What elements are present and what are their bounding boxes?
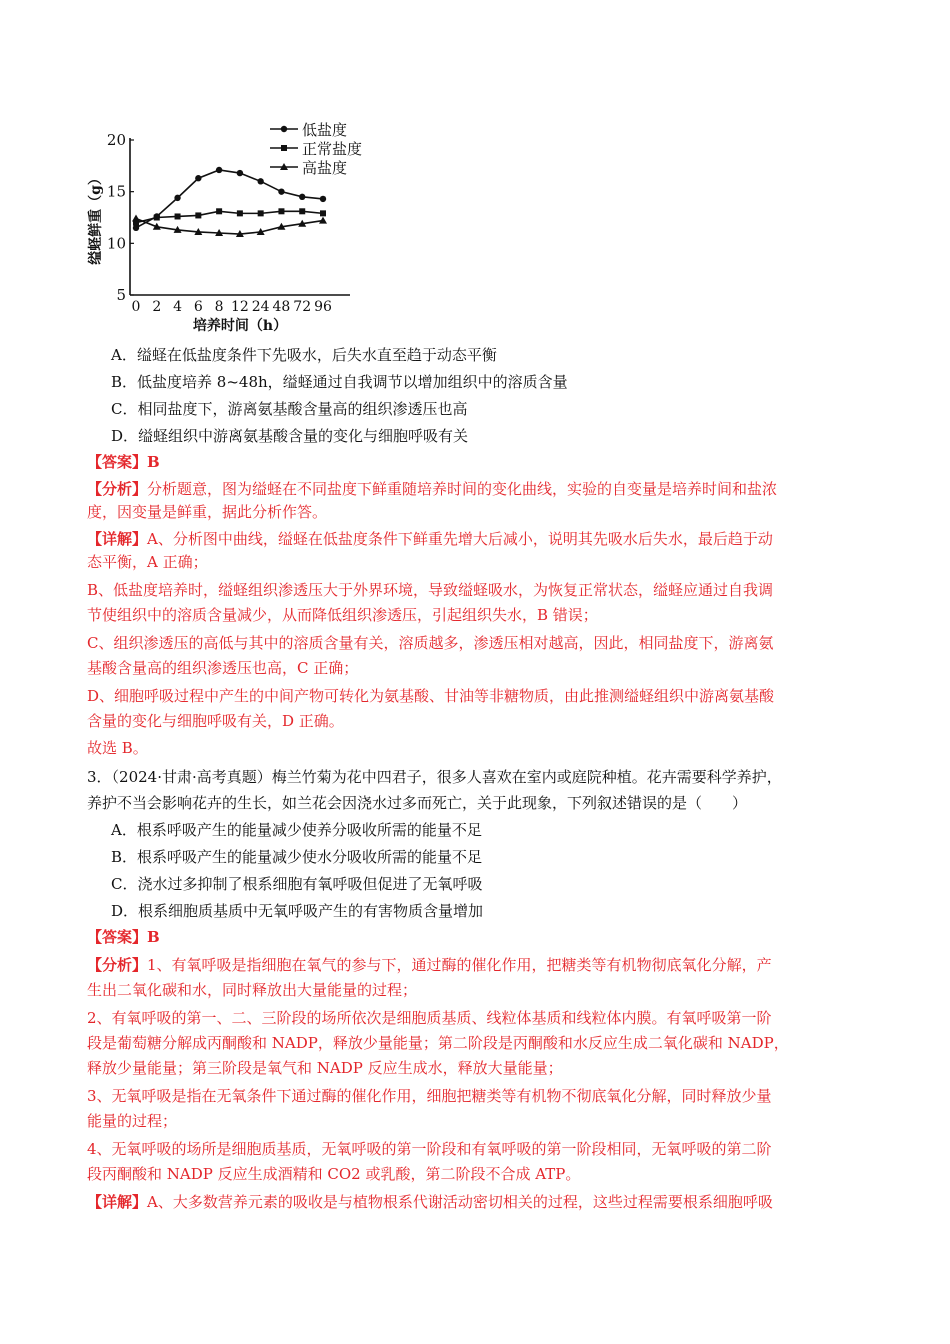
series-line — [136, 219, 323, 235]
x-tick-label: 2 — [152, 299, 162, 315]
answer-value: B — [147, 928, 160, 946]
q3-answer — [87, 927, 160, 947]
q2-detail-line-7: D、细胞呼吸过程中产生的中间产物可转化为氨基酸、甘油等非糖物质，由此推测缢蛏组织中游离氨基酸 — [87, 687, 775, 705]
data-point — [175, 213, 181, 219]
x-tick-label: 12 — [230, 299, 249, 315]
data-point — [154, 215, 160, 221]
y-tick-label: 5 — [116, 286, 126, 304]
data-point — [195, 175, 201, 181]
q3-option-a: A．根系呼吸产生的能量减少使养分吸收所需的能量不足 — [111, 821, 482, 839]
data-point — [299, 208, 305, 214]
detail-text: A、分析图中曲线，缢蛏在低盐度条件下鲜重先增大后减小，说明其先吸水后失水，最后趋于动 — [147, 530, 773, 548]
analysis-text: 分析题意，图为缢蛏在不同盐度下鲜重随培养时间的变化曲线，实验的自变量是培养时间和盐浓 — [147, 480, 778, 498]
q2-detail-line-8: 含量的变化与细胞呼吸有关，D 正确。 — [87, 712, 344, 730]
q2-option-c: C．相同盐度下，游离氨基酸含量高的组织渗透压也高 — [111, 400, 468, 418]
x-tick-label: 8 — [214, 299, 224, 315]
legend-label: 高盐度 — [302, 159, 348, 177]
q2-option-a: A．缢蛏在低盐度条件下先吸水，后失水直至趋于动态平衡 — [111, 346, 497, 364]
q2-conclusion: 故选 B。 — [87, 739, 148, 757]
q3-analysis-line-4: 段是葡萄糖分解成丙酮酸和 NADP，释放少量能量；第二阶段是丙酮酸和水反应生成二氧化碳和 NADP， — [87, 1034, 789, 1052]
legend-entry — [270, 159, 347, 177]
analysis-tag: 【分析】 — [87, 956, 148, 974]
q3-analysis-line-2: 生出二氧化碳和水，同时释放出大量能量的过程； — [87, 981, 418, 999]
data-point — [319, 217, 327, 224]
q2-option-b: B．低盐度培养 8~48h，缢蛏通过自我调节以增加组织中的溶质含量 — [111, 373, 568, 391]
y-tick-label: 15 — [106, 182, 126, 201]
x-axis-label: 培养时间（h） — [192, 318, 288, 334]
q2-answer — [87, 452, 160, 472]
q3-stem-line-1: 3．（2024·甘肃·高考真题）梅兰竹菊为花中四君子，很多人喜欢在室内或庭院种植。花卉需要科学养护， — [87, 768, 782, 786]
q3-analysis-line-1 — [87, 955, 772, 975]
q3-analysis-line-9: 段丙酮酸和 NADP 反应生成酒精和 CO2 或乳酸，第二阶段不合成 ATP。 — [87, 1165, 581, 1183]
series-line — [136, 170, 323, 228]
q2-detail-line-4: 节使组织中的溶质含量减少，从而降低组织渗透压，引起组织失水，B 错误； — [87, 606, 598, 624]
answer-tag: 【答案】 — [87, 928, 148, 946]
legend-label: 低盐度 — [302, 121, 348, 139]
x-tick-label: 24 — [251, 299, 270, 315]
y-tick-label: 20 — [106, 131, 126, 149]
q3-analysis-line-5: 释放少量能量；第三阶段是氧气和 NADP 反应生成水，释放大量能量； — [87, 1059, 563, 1077]
legend-label: 正常盐度 — [302, 140, 363, 158]
x-tick-label: 48 — [272, 299, 291, 315]
data-point — [257, 178, 263, 184]
q3-stem-line-2: 养护不当会影响花卉的生长，如兰花会因浇水过多而死亡，关于此现象，下列叙述错误的是（ ） — [87, 794, 748, 812]
data-point — [237, 210, 243, 216]
y-tick-label: 10 — [106, 234, 126, 253]
answer-tag: 【答案】 — [87, 453, 148, 471]
x-tick-label: 4 — [173, 299, 183, 315]
analysis-text: 1、有氧呼吸是指细胞在氧气的参与下，通过酶的催化作用，把糖类等有机物彻底氧化分解，产 — [147, 956, 772, 974]
q3-option-c: C．浇水过多抑制了根系细胞有氧呼吸但促进了无氧呼吸 — [111, 875, 483, 893]
q3-option-d: D．根系细胞质基质中无氧呼吸产生的有害物质含量增加 — [111, 902, 484, 920]
q2-option-d: D．缢蛏组织中游离氨基酸含量的变化与细胞呼吸有关 — [111, 427, 469, 445]
x-tick-label: 0 — [131, 299, 141, 315]
data-point — [132, 215, 140, 222]
legend-entry — [270, 121, 347, 139]
data-point — [216, 167, 222, 173]
x-tick-label: 6 — [193, 299, 203, 315]
series-circle — [133, 167, 326, 231]
q2-detail-line-6: 基酸含量高的组织渗透压也高，C 正确； — [87, 659, 359, 677]
detail-text: A、大多数营养元素的吸收是与植物根系代谢活动密切相关的过程，这些过程需要根系细胞呼吸 — [147, 1193, 773, 1211]
data-point — [174, 195, 180, 201]
q2-detail-line-1 — [87, 529, 773, 549]
data-point — [216, 208, 222, 214]
q3-option-b: B．根系呼吸产生的能量减少使水分吸收所需的能量不足 — [111, 848, 483, 866]
y-axis-label: 缢蛏鲜重（g） — [88, 171, 104, 265]
data-point — [195, 212, 201, 218]
series-line — [136, 211, 323, 222]
data-point — [281, 145, 287, 151]
data-point — [278, 188, 284, 194]
data-point — [281, 126, 287, 132]
salinity-chart — [80, 118, 400, 338]
detail-tag: 【详解】 — [87, 530, 148, 548]
q2-analysis-line-1 — [87, 479, 777, 499]
q2-analysis-line-2: 度，因变量是鲜重，据此分析作答。 — [87, 503, 328, 521]
x-tick-label: 72 — [293, 299, 312, 315]
data-point — [237, 170, 243, 176]
data-point — [320, 196, 326, 202]
answer-value: B — [147, 453, 160, 471]
analysis-tag: 【分析】 — [87, 480, 148, 498]
x-tick-label: 96 — [314, 299, 332, 315]
data-point — [299, 194, 305, 200]
q3-analysis-line-3: 2、有氧呼吸的第一、二、三阶段的场所依次是细胞质基质、线粒体基质和线粒体内膜。有氧呼吸第一阶 — [87, 1009, 772, 1027]
data-point — [278, 208, 284, 214]
legend-entry — [270, 140, 362, 158]
q2-detail-line-5: C、组织渗透压的高低与其中的溶质含量有关，溶质越多，渗透压相对越高，因此，相同盐度下，游离氨 — [87, 634, 774, 652]
q3-detail-line-1 — [87, 1192, 773, 1212]
q3-analysis-line-7: 能量的过程； — [87, 1112, 178, 1130]
q2-detail-line-3: B、低盐度培养时，缢蛏组织渗透压大于外界环境，导致缢蛏吸水，为恢复正常状态，缢蛏应通过自我调 — [87, 581, 774, 599]
detail-tag: 【详解】 — [87, 1193, 148, 1211]
data-point — [320, 210, 326, 216]
data-point — [258, 210, 264, 216]
q2-detail-line-2: 态平衡，A 正确； — [87, 553, 208, 571]
q3-analysis-line-8: 4、无氧呼吸的场所是细胞质基质，无氧呼吸的第一阶段和有氧呼吸的第一阶段相同，无氧呼吸的第二阶 — [87, 1140, 772, 1158]
q3-analysis-line-6: 3、无氧呼吸是指在无氧条件下通过酶的催化作用，细胞把糖类等有机物不彻底氧化分解，同时释放少量 — [87, 1087, 772, 1105]
